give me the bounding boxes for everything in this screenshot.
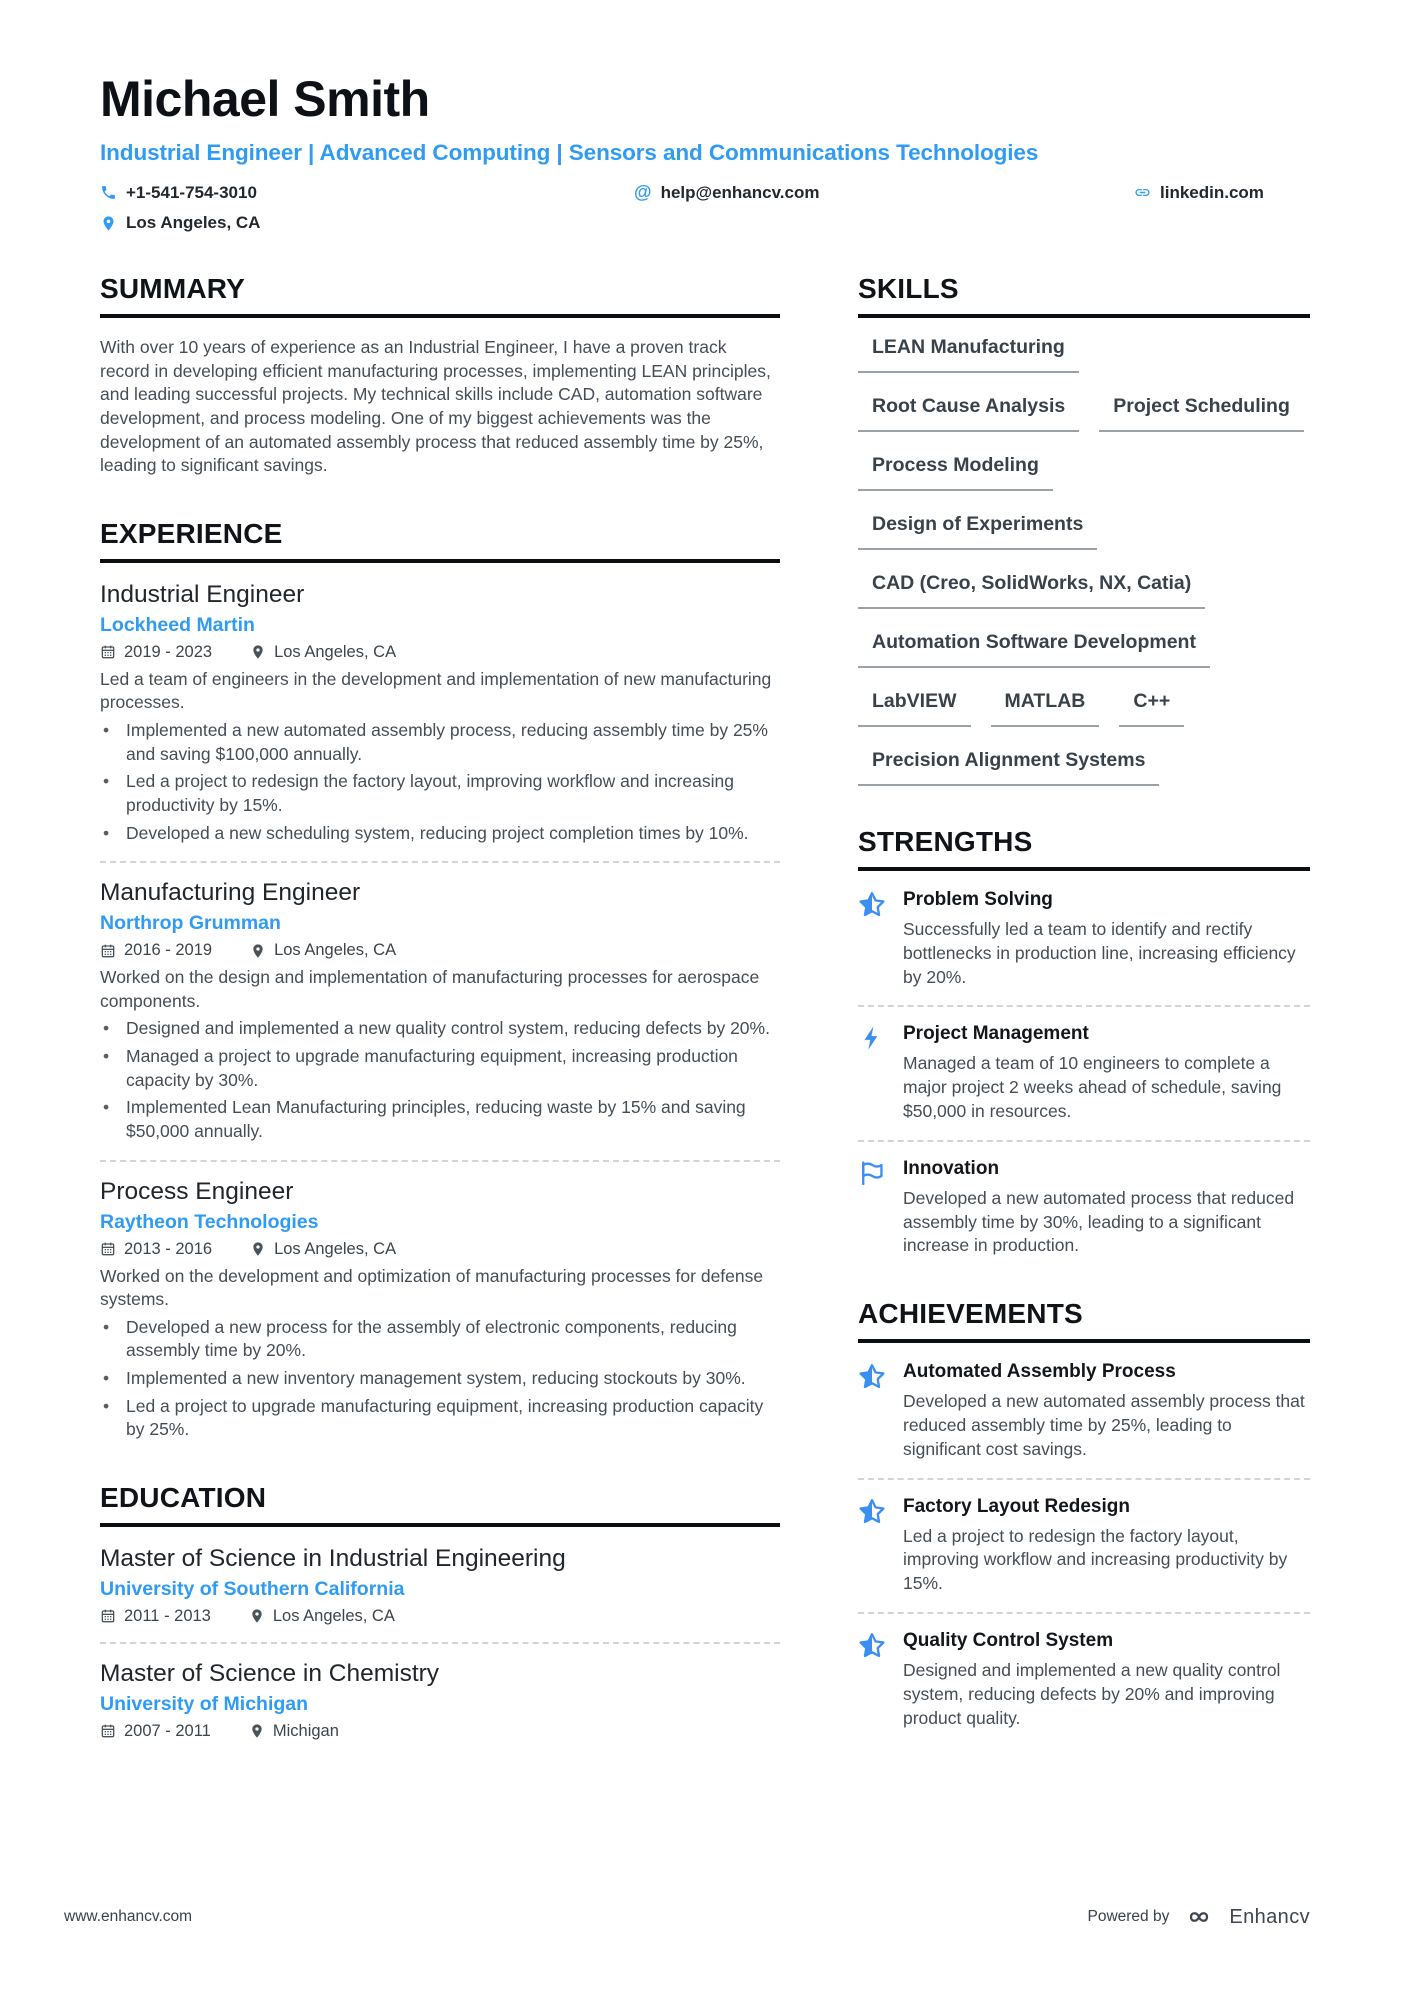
strength-title: Innovation	[903, 1157, 1000, 1179]
phone-link[interactable]	[100, 182, 634, 203]
job-bullet: • Implemented a new automated assembly process, reducing assembly time by 25% and saving $100,000 annually.	[100, 719, 780, 766]
achievement-title: Automated Assembly Process	[903, 1361, 1176, 1383]
skill-row	[858, 454, 1310, 491]
job-title: Manufacturing Engineer	[100, 879, 361, 907]
email-link[interactable]	[634, 182, 1134, 203]
skill-row	[858, 336, 1310, 373]
job-meta-row	[100, 1240, 780, 1259]
experience-entry	[100, 879, 780, 1143]
powered-by-brand	[1088, 1905, 1311, 1929]
divider	[100, 861, 780, 863]
half-star-icon	[858, 889, 886, 989]
skill-tag: CAD (Creo, SolidWorks, NX, Catia)	[858, 572, 1205, 609]
location-pin-icon	[249, 1608, 265, 1624]
strengths-section	[858, 826, 1310, 1258]
strength-text: Developed a new automated process that reduced assembly time by 30%, leading to a significant increase in production.	[903, 1187, 1295, 1256]
education-location: Los Angeles, CA	[249, 1607, 395, 1626]
skill-row	[858, 572, 1310, 609]
job-bullet: • Implemented Lean Manufacturing principles, reducing waste by 15% and saving $50,000 annually.	[100, 1096, 780, 1143]
degree-title: Master of Science in Chemistry	[100, 1659, 440, 1687]
calendar-icon	[100, 943, 116, 959]
skill-row	[858, 690, 1310, 727]
skill-tag: Root Cause Analysis	[858, 395, 1079, 432]
strength-title: Problem Solving	[903, 889, 1053, 910]
job-description: Worked on the design and implementation of manufacturing processes for aerospace components.	[100, 967, 760, 1011]
divider	[858, 1005, 1310, 1007]
skills-heading: SKILLS	[858, 273, 1310, 318]
website-link[interactable]: www.enhancv.com	[64, 1908, 193, 1925]
right-column	[858, 273, 1310, 1781]
job-dates: 2019 - 2023	[100, 643, 212, 662]
strengths-heading: STRENGTHS	[858, 826, 1310, 871]
skill-tag: MATLAB	[991, 690, 1100, 727]
half-star-icon	[858, 1496, 886, 1596]
skill-row	[858, 395, 1310, 432]
location-pin-icon	[250, 1241, 266, 1257]
achievement-title: Quality Control System	[903, 1629, 1114, 1651]
job-dates: 2016 - 2019	[100, 941, 212, 960]
job-bullet: • Implemented a new inventory management system, reducing stockouts by 30%.	[100, 1367, 780, 1391]
job-bullet: • Led a project to upgrade manufacturing equipment, increasing production capacity by 25%.	[100, 1395, 780, 1442]
location-text: Los Angeles, CA	[126, 213, 261, 232]
experience-heading: EXPERIENCE	[100, 518, 780, 563]
skills-section	[858, 273, 1310, 786]
experience-section	[100, 518, 780, 1442]
job-location: Los Angeles, CA	[250, 941, 396, 960]
education-heading: EDUCATION	[100, 1482, 780, 1527]
experience-entry	[100, 581, 780, 845]
strength-item	[858, 1158, 1310, 1258]
job-meta-row	[100, 941, 780, 960]
job-location: Los Angeles, CA	[250, 643, 396, 662]
skill-tag: C++	[1119, 690, 1184, 727]
education-location: Michigan	[249, 1722, 339, 1741]
summary-heading: SUMMARY	[100, 273, 780, 318]
school-name: University of Southern California	[100, 1577, 405, 1600]
achievement-text: Designed and implemented a new quality control system, reducing defects by 20% and improving product quality.	[903, 1659, 1281, 1728]
education-meta-row	[100, 1607, 780, 1626]
contact-row	[100, 182, 1310, 203]
strength-text: Successfully led a team to identify and rectify bottlenecks in production line, increasing efficiency by 20%.	[903, 919, 1296, 987]
link-icon	[1134, 184, 1151, 201]
education-dates: 2011 - 2013	[100, 1607, 211, 1626]
skill-row	[858, 749, 1310, 786]
linkedin-text: linkedin.com	[1160, 182, 1264, 202]
job-bullet-list	[100, 1316, 780, 1442]
achievement-text: Developed a new automated assembly process that reduced assembly time by 25%, leading to significant cost savings.	[903, 1391, 1305, 1459]
company-name: Raytheon Technologies	[100, 1210, 319, 1233]
location-pin-icon	[250, 644, 266, 660]
education-entry	[100, 1545, 780, 1626]
calendar-icon	[100, 644, 116, 660]
flag-icon	[858, 1158, 886, 1258]
strength-text: Managed a team of 10 engineers to complete a major project 2 weeks ahead of schedule, saving $50,000 in resources.	[903, 1053, 1282, 1121]
company-name: Lockheed Martin	[100, 613, 255, 636]
location-item	[100, 213, 634, 233]
school-name: University of Michigan	[100, 1692, 309, 1715]
phone-icon	[100, 184, 117, 201]
divider	[100, 1642, 780, 1644]
education-entry	[100, 1660, 780, 1741]
calendar-icon	[100, 1608, 116, 1624]
degree-title: Master of Science in Industrial Engineering	[100, 1544, 566, 1572]
summary-text: With over 10 years of experience as an Industrial Engineer, I have a proven track record in developing efficient manufacturing processes, implementing LEAN principles, and leading successful projects. My technical skills include CAD, automation software development, and process modeling. One of my biggest achievements was the development of an automated assembly process that reduced assembly time by 25%, leading to significant savings.	[100, 337, 771, 476]
achievement-item	[858, 1630, 1310, 1730]
achievement-text: Led a project to redesign the factory layout, improving workflow and increasing productivity by 15%.	[903, 1525, 1288, 1594]
job-bullet: • Developed a new scheduling system, reducing project completion times by 10%.	[100, 822, 780, 846]
skill-tag: LabVIEW	[858, 690, 971, 727]
divider	[100, 1160, 780, 1162]
job-title: Industrial Engineer	[100, 580, 305, 608]
company-name: Northrop Grumman	[100, 912, 281, 935]
powered-by-label: Powered by	[1087, 1908, 1170, 1925]
skill-tag: Design of Experiments	[858, 513, 1097, 550]
achievements-heading: ACHIEVEMENTS	[858, 1298, 1310, 1343]
location-pin-icon	[100, 215, 117, 232]
education-dates: 2007 - 2011	[100, 1722, 211, 1741]
job-description: Worked on the development and optimization of manufacturing processes for defense systems.	[100, 1265, 764, 1310]
brand-name: Enhancv	[1229, 1905, 1310, 1928]
phone-number: +1-541-754-3010	[126, 182, 257, 202]
achievements-section	[858, 1298, 1310, 1730]
achievement-item	[858, 1496, 1310, 1596]
location-row	[100, 213, 1310, 233]
person-name: Michael Smith	[100, 71, 430, 127]
strength-item	[858, 1023, 1310, 1123]
divider	[858, 1478, 1310, 1480]
left-column	[100, 273, 780, 1781]
job-bullet-list	[100, 719, 780, 845]
divider	[858, 1612, 1310, 1614]
skill-tag: LEAN Manufacturing	[858, 336, 1079, 373]
skill-row	[858, 513, 1310, 550]
job-meta-row	[100, 643, 780, 662]
strength-item	[858, 889, 1310, 989]
education-section	[100, 1482, 780, 1741]
job-title: Process Engineer	[100, 1177, 294, 1205]
education-meta-row	[100, 1722, 780, 1741]
experience-entry	[100, 1178, 780, 1442]
calendar-icon	[100, 1723, 116, 1739]
job-bullet: • Designed and implemented a new quality control system, reducing defects by 20%.	[100, 1017, 780, 1041]
job-dates: 2013 - 2016	[100, 1240, 212, 1259]
half-star-icon	[858, 1630, 886, 1730]
page-footer	[64, 1905, 1310, 1929]
achievement-item	[858, 1361, 1310, 1461]
calendar-icon	[100, 1241, 116, 1257]
job-bullet: • Led a project to redesign the factory layout, improving workflow and increasing productivity by 15%.	[100, 770, 780, 817]
achievement-title: Factory Layout Redesign	[903, 1495, 1130, 1517]
strength-title: Project Management	[903, 1023, 1089, 1045]
at-icon: @	[634, 182, 652, 202]
lightning-icon	[858, 1023, 886, 1123]
summary-section	[100, 273, 780, 478]
job-bullet-list	[100, 1017, 780, 1143]
job-headline: Industrial Engineer | Advanced Computing | Sensors and Communications Technologies	[100, 140, 1039, 165]
skill-tag: Process Modeling	[858, 454, 1053, 491]
skill-tag: Project Scheduling	[1099, 395, 1304, 432]
location-pin-icon	[249, 1723, 265, 1739]
skill-row	[858, 631, 1310, 668]
linkedin-link[interactable]	[1134, 182, 1310, 203]
resume-header	[100, 70, 1310, 233]
divider	[858, 1140, 1310, 1142]
job-bullet: • Developed a new process for the assembly of electronic components, reducing assembly time by 20%.	[100, 1316, 780, 1363]
job-bullet: • Managed a project to upgrade manufacturing equipment, increasing production capacity by 30%.	[100, 1045, 780, 1092]
enhancv-logo-icon	[1181, 1905, 1217, 1929]
skill-tag: Precision Alignment Systems	[858, 749, 1159, 786]
email-address: help@enhancv.com	[660, 182, 820, 202]
half-star-icon	[858, 1361, 886, 1461]
job-location: Los Angeles, CA	[250, 1240, 396, 1259]
skill-tag: Automation Software Development	[858, 631, 1210, 668]
location-pin-icon	[250, 943, 266, 959]
job-description: Led a team of engineers in the development and implementation of new manufacturing processes.	[100, 668, 772, 713]
